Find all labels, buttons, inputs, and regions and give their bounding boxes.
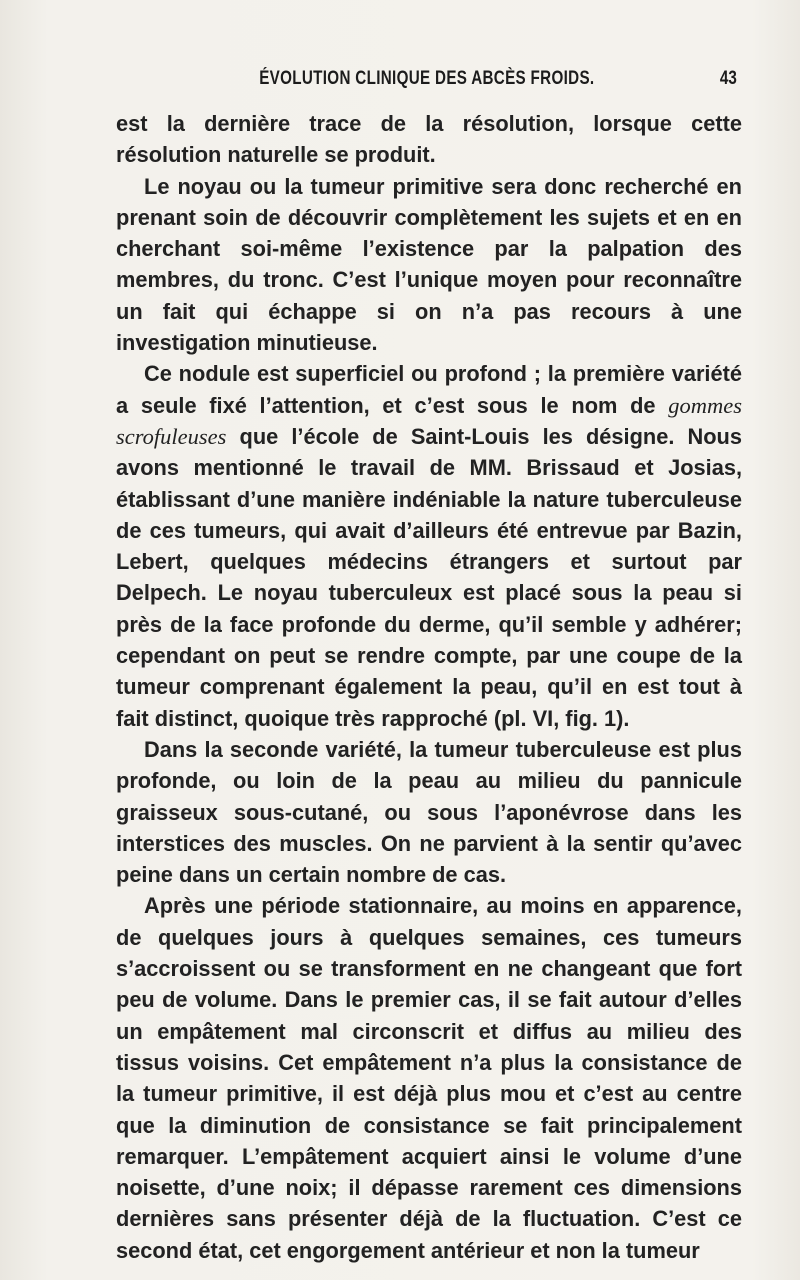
running-header <box>116 68 737 98</box>
page-number: 43 <box>719 68 737 89</box>
paragraph-3-text-before: Ce nodule est superficiel ou profond ; la première variété a seule fixé l’attention, et c’est sous le nom de <box>116 361 742 418</box>
paragraph-2: Le noyau ou la tumeur primitive sera donc recherché en prenant soin de découvrir complètement les sujets et en en cherchant soi-même l’existence par la palpation des membres, du tronc. C’est l’unique moyen pour reconnaître un fait qui échappe si on n’a pas recours à une investigation minutieuse. <box>116 173 742 356</box>
paragraph-3-emphasis: gommes scrofuleuses <box>116 392 742 449</box>
page-body <box>116 108 742 1266</box>
paragraph-1: est la dernière trace de la résolution, lorsque cette résolution naturelle se produit. <box>116 111 742 168</box>
paragraph-3-text-after: que l’école de Saint-Louis les désigne. Nous avons mentionné le travail de MM. Brissaud et Josias, établissant d’une manière indéniable la nature tuberculeuse de ces tumeurs, qui avait d’ailleurs été entrevue par Bazin, Lebert, quelques médecins étrangers et surtout par Delpech. Le noyau tuberculeux est placé sous la peau si près de la face profonde du derme, qu’il semble y adhérer; cependant on peut se rendre compte, par une coupe de la tumeur comprenant également la peau, qu’il en est tout à fait distinct, quoique très rapproché (pl. VI, fig. 1). <box>116 423 742 731</box>
paragraph-4: Dans la seconde variété, la tumeur tuberculeuse est plus profonde, ou loin de la peau au milieu du pannicule graisseux sous-cutané, ou sous l’aponévrose dans les interstices des muscles. On ne parvient à la sentir qu’avec peine dans un certain nombre de cas. <box>116 736 742 888</box>
paragraph-5: Après une période stationnaire, au moins en apparence, de quelques jours à quelques semaines, ces tumeurs s’accroissent ou se transforment en ne changeant que fort peu de volume. Dans le premier cas, il se fait autour d’elles un empâtement mal circonscrit et diffus au milieu des tissus voisins. Cet empâtement n’a plus la consistance de la tumeur primitive, il est déjà plus mou et c’est au centre que la diminution de consistance se fait principalement remarquer. L’empâtement acquiert ainsi le volume d’une noisette, d’une noix; il dépasse rarement ces dimensions dernières sans présenter déjà de la fluctuation. C’est ce second état, cet engorgement antérieur et non la tumeur <box>116 893 742 1263</box>
paragraph-3 <box>116 358 742 734</box>
header-title: ÉVOLUTION CLINIQUE DES ABCÈS FROIDS. <box>259 68 595 89</box>
